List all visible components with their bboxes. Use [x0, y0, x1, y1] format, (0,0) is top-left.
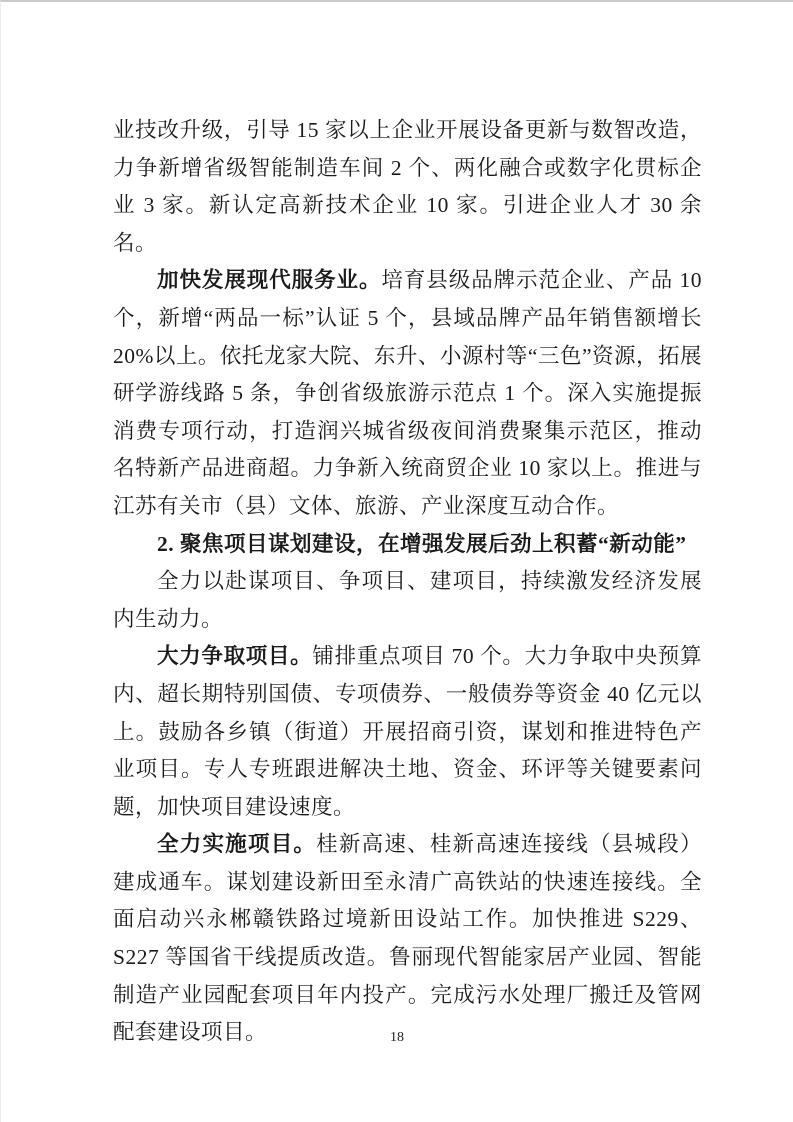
- paragraph-continuation: [113, 112, 702, 262]
- section-heading: [113, 526, 702, 564]
- paragraph-text: 铺排重点项目 70 个。大力争取中央预算内、超长期特别国债、专项债券、一般债券等资金 40 亿元以上。鼓励各乡镇（街道）开展招商引资，谋划和推进特色产业项目。专人专班跟进解决土地、资金、环评等关键要素问题，加快项目建设速度。: [113, 644, 702, 819]
- paragraph-text: 桂新高速、桂新高速连接线（县城段）建成通车。谋划建设新田至永清广高铁站的快速连接线。全面启动兴永郴赣铁路过境新田设站工作。加快推进 S229、S227 等国省干线提质改造。鲁丽现代智能家居产业园、智能制造产业园配套项目年内投产。完成污水处理厂搬迁及管网配套建设项目。: [113, 832, 702, 1045]
- paragraph-lead: 全力实施项目。: [157, 832, 317, 857]
- paragraph-text: 培育县级品牌示范企业、产品 10 个，新增“两品一标”认证 5 个，县域品牌产品年销售额增长 20%以上。依托龙家大院、东升、小源村等“三色”资源，拓展研学游线路 5 条，争创省级旅游示范点 1 个。深入实施提振消费专项行动，打造润兴城省级夜间消费聚集示范区，推动名特新产品进商超。力争新入统商贸企业 10 家以上。推进与江苏有关市（县）文体、旅游、产业深度互动合作。: [113, 268, 702, 518]
- paragraph-lead: 加快发展现代服务业。: [157, 268, 382, 293]
- paragraph-strive-projects: [113, 638, 702, 826]
- paragraph-modern-services: [113, 262, 702, 525]
- paragraph-implement-projects: [113, 826, 702, 1052]
- page-number: 18: [390, 1030, 404, 1045]
- paragraph-text: 业技改升级，引导 15 家以上企业开展设备更新与数智改造，力争新增省级智能制造车间 2 个、两化融合或数字化贯标企业 3 家。新认定高新技术企业 10 家。引进企业人才 30 余名。: [113, 118, 702, 255]
- section-heading-text: 2. 聚焦项目谋划建设，在增强发展后劲上积蓄“新动能”: [157, 531, 687, 556]
- paragraph-project-intro: [113, 563, 702, 638]
- document-body: [113, 112, 702, 1052]
- paragraph-text: 全力以赴谋项目、争项目、建项目，持续激发经济发展内生动力。: [113, 569, 702, 631]
- paragraph-lead: 大力争取项目。: [157, 644, 313, 669]
